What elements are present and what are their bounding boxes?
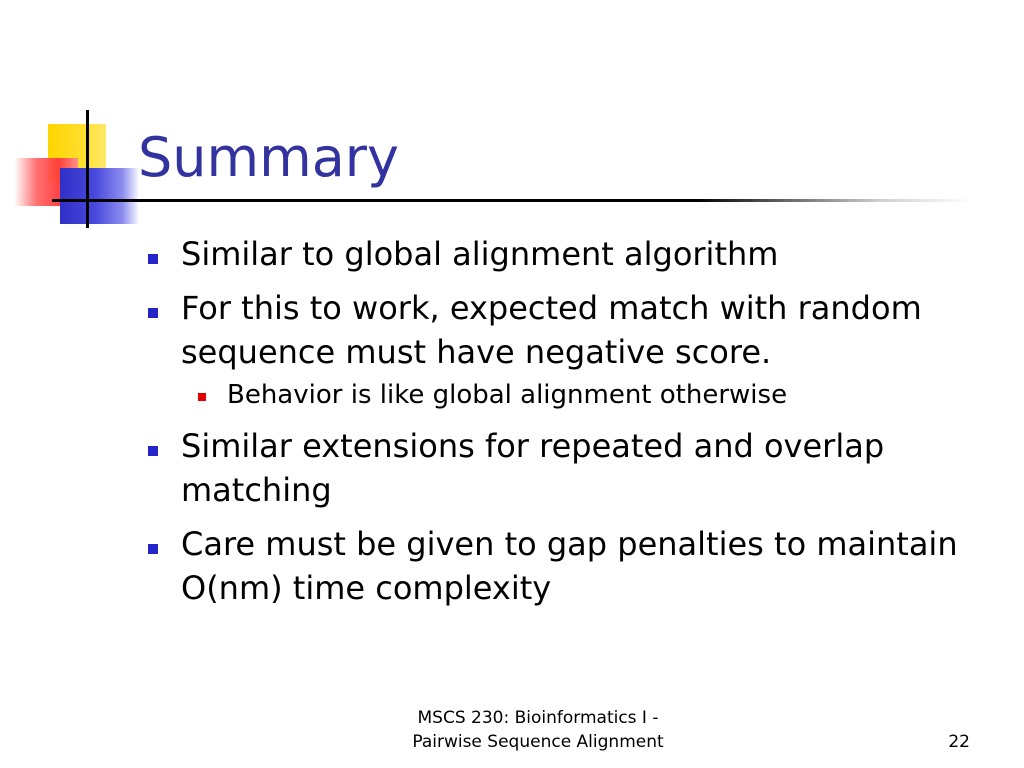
bullet-list — [148, 232, 988, 620]
slide-footer — [390, 706, 686, 754]
bullet-item — [148, 232, 988, 276]
footer-course-line: MSCS 230: Bioinformatics I - — [417, 708, 659, 728]
bullet-text: Similar extensions for repeated and overlap matching — [181, 427, 885, 509]
sub-bullet-item — [193, 378, 988, 412]
bullet-text: Care must be given to gap penalties to maintain O(nm) time complexity — [181, 525, 958, 607]
slide-title: Summary — [138, 126, 399, 189]
title-underline — [52, 199, 972, 202]
bullet-marker-icon — [148, 544, 158, 554]
bullet-text: For this to work, expected match with random sequence must have negative score. — [181, 289, 922, 371]
sub-bullet-text: Behavior is like global alignment otherwise — [227, 380, 788, 410]
decorative-vertical-line — [86, 110, 89, 228]
bullet-marker-icon — [148, 254, 158, 264]
page-number: 22 — [948, 732, 970, 752]
bullet-marker-icon — [148, 308, 158, 318]
bullet-text: Similar to global alignment algorithm — [181, 235, 779, 273]
sub-bullet-marker-icon — [198, 393, 206, 401]
bullet-marker-icon — [148, 446, 158, 456]
bullet-item — [148, 522, 988, 610]
bullet-item — [148, 424, 988, 512]
decorative-blue-square — [60, 168, 138, 224]
footer-topic-line: Pairwise Sequence Alignment — [412, 732, 664, 752]
bullet-item — [148, 286, 988, 374]
